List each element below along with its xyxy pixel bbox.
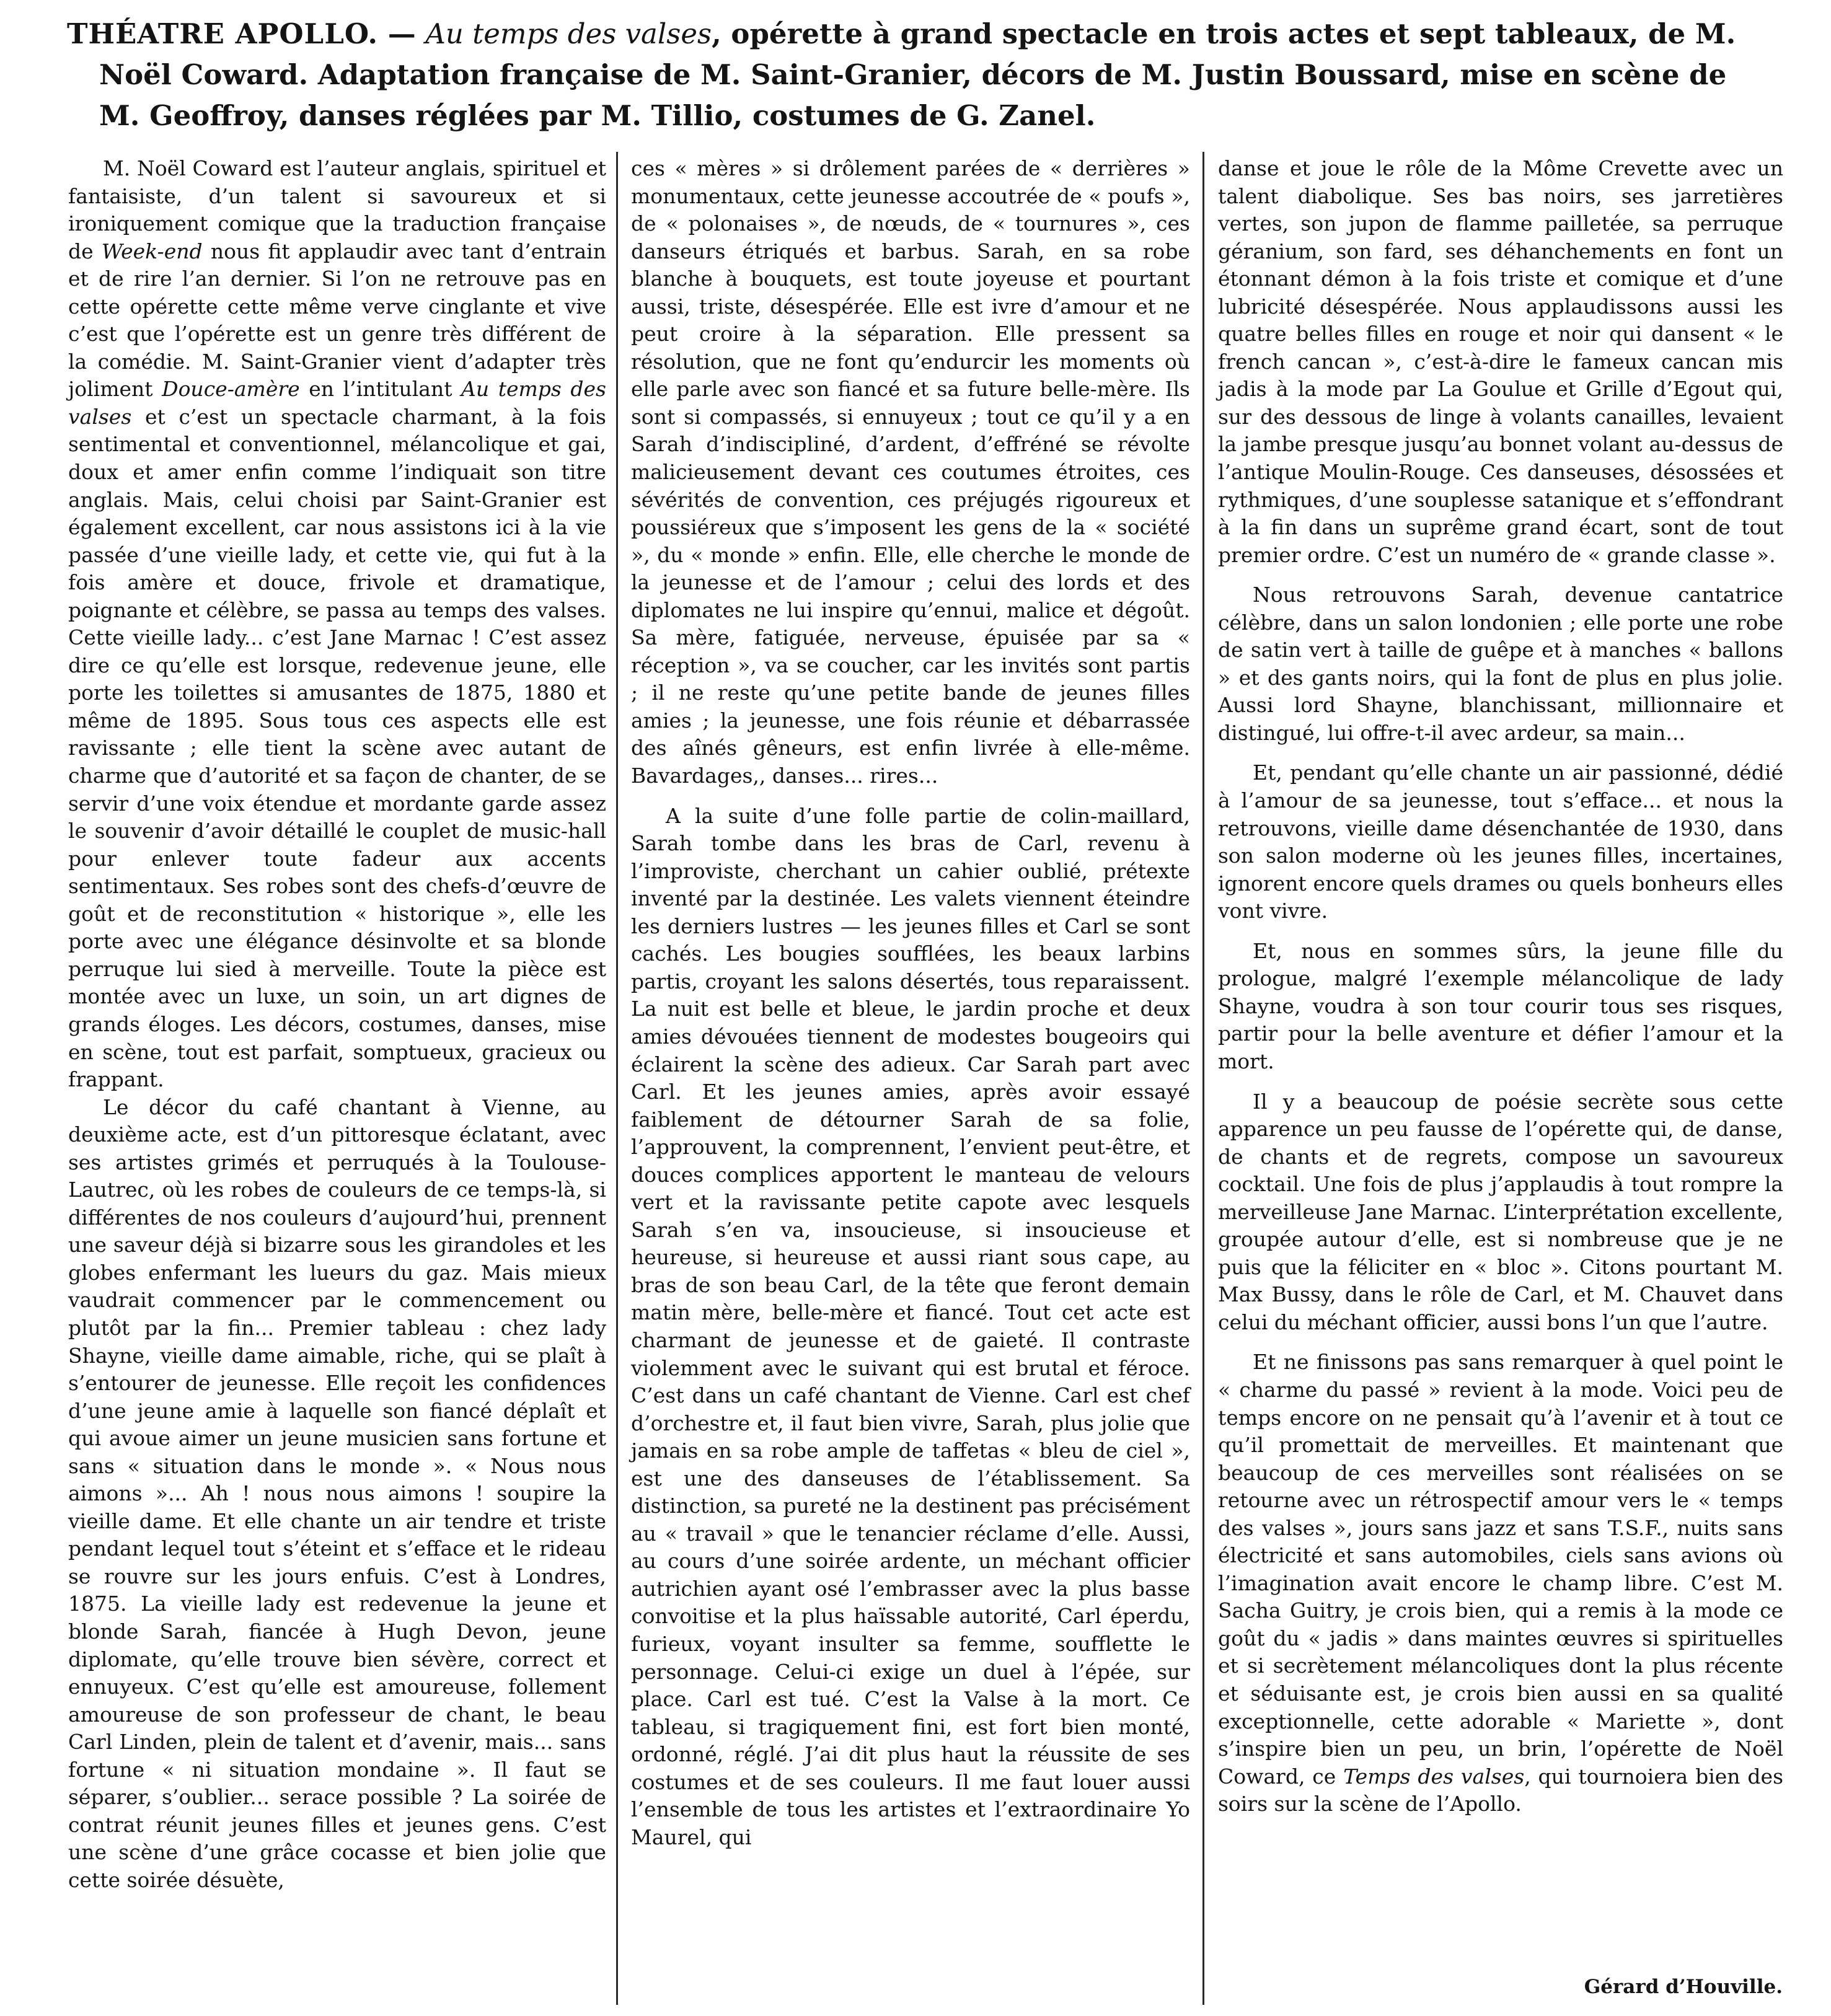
review-header [67, 14, 1765, 136]
paragraph: ces « mères » si drôlement parées de « derrières » monumentaux, cette jeunesse accoutrée de « poufs », de « polonaises », de nœuds, de « tournures », ces danseurs étriqués et barbus. Sarah, en sa robe blanche à bouquets, est toute joyeuse et pourtant aussi, triste, désespérée. Elle est ivre d’amour et ne peut croire à la séparation. Elle pressent sa résolution, que ne font qu’endurcir les moments où elle parle avec son fiancé et sa future belle-mère. Ils sont si compassés, si ennuyeux ; tout ce qu’il y a en Sarah d’indiscipliné, d’ardent, d’effréné se révolte malicieusement devant ces coutumes étroites, ces sévérités de convention, ces préjugés rigoureux et poussiéreux que s’imposent les gens de la « société », du « monde » enfin. Elle, elle cherche le monde de la jeunesse et de l’amour ; celui des lords et des diplomates ne lui inspire qu’ennui, malice et dégoût. Sa mère, fatiguée, nerveuse, épuisée par sa « réception », va se coucher, car les invités sont partis ; il ne reste qu’une petite bande de jeunes filles amies ; la jeunesse, une fois réunie et débarrassée des aînés gêneurs, est enfin livrée à elle-même. Bavardages,, danses... rires... [631, 156, 1190, 788]
paragraph: Il y a beaucoup de poésie secrète sous cette apparence un peu fausse de l’opérette qui, de danse, de chants et de regrets, compose un savoureux cocktail. Une fois de plus j’applaudis à tout rompre la merveilleuse Jane Marnac. L’interprétation excellente, groupée autour d’elle, est si nombreuse que je ne puis que la féliciter en « bloc ». Citons pourtant M. Max Bussy, dans le rôle de Carl, et M. Chauvet dans celui du méchant officier, aussi bons l’un que l’autre. [1218, 1089, 1783, 1334]
author-signature: Gérard d’Houville. [1584, 1976, 1783, 1998]
column-rule-right [1202, 152, 1204, 2005]
article-column-1 [68, 155, 606, 1894]
header-dash: — [378, 17, 426, 50]
header-credits: Adaptation française de M. Saint-Granier, décors de M. Justin Boussard, mise en scène de M. Geoffroy, danses réglées par M. Tillio, costumes de G. Zanel. [99, 58, 1727, 132]
theatre-name: THÉATRE APOLLO. [67, 17, 379, 50]
column-rule-left [616, 152, 618, 2005]
paragraph: Et, pendant qu’elle chante un air passionné, dédié à l’amour de sa jeunesse, tout s’efface... et nous la retrouvons, vieille dame désenchantée de 1930, dans son salon moderne où les jeunes filles, incertaines, ignorent encore quels drames ou quels bonheurs elles vont vivre. [1218, 760, 1783, 923]
text-run: , qui tournoiera bien des soirs sur la scène de l’Apollo. [1218, 1764, 1784, 1816]
italic-title: Au temps des valses [68, 377, 606, 429]
text-run: et c’est un spectacle charmant, à la fois sentimental et conventionnel, mélancolique et gai, doux et amer enfin comme l’indiquait son titre anglais. Mais, celui choisi par Saint-Granier est également excellent, car nous assistons ici à la vie passée d’une vieille lady, et cette vie, qui fut à la fois amère et douce, frivole et dramatique, poignante et célèbre, se passa au temps des valses. Cette vieille lady... c’est Jane Marnac ! C’est assez dire ce qu’elle est lorsque, redevenue jeune, elle porte les toilettes si amusantes de 1875, 1880 et même de 1895. Sous tous ces aspects elle est ravissante ; elle tient la scène avec autant de charme que d’autorité et sa façon de chanter, de se servir d’une voix étendue et mordante garde assez le souvenir d’avoir détaillé le couplet de music-hall pour enlever toute fadeur aux accents sentimentaux. Ses robes sont des chefs-d’œuvre de goût et de reconstitution « historique », elle les porte avec une élégance désinvolte et sa blonde perruque lui sied à merveille. Toute la pièce est montée avec un luxe, un soin, un art dignes de grands éloges. Les décors, costumes, danses, mise en scène, tout est parfait, somptueux, gracieux ou frappant. [68, 404, 606, 1092]
text-run: nous fit applaudir avec tant d’entrain et de rire l’an dernier. Si l’on ne retrouve pas en cette opérette cette même verve cinglante et vive c’est que l’opérette est un genre très différent de la comédie. M. Saint-Granier vient d’adapter très joliment [68, 239, 606, 402]
paragraph [68, 155, 606, 1094]
paragraph: A la suite d’une folle partie de colin-maillard, Sarah tombe dans les bras de Carl, revenu à l’improviste, cherchant un cahier oublié, prétexte inventé par la destinée. Les valets viennent éteindre les derniers lustres — les jeunes filles et Carl se sont cachés. Les bougies soufflées, les beaux larbins partis, croyant les salons désertés, tous reparaissent. La nuit est belle et bleue, le jardin proche et deux amies dévouées tiennent de modestes bougeoirs qui éclairent la scène des adieux. Car Sarah part avec Carl. Et les jeunes amies, après avoir essayé faiblement de détourner Sarah de sa folie, l’approuvent, la comprennent, l’envient peut-être, et douces complices apportent le manteau de velours vert et la ravissante petite capote avec lesquels Sarah s’en va, insoucieuse, si insoucieuse et heureuse, si heureuse et aussi riant sous cape, au bras de son beau Carl, de la tête que feront demain matin mère, belle-mère et fiancé. Tout cet acte est charmant de jeunesse et de gaieté. Il contraste violemment avec le suivant qui est brutal et féroce. C’est dans un café chantant de Vienne. Carl est chef d’orchestre et, il faut bien vivre, Sarah, plus jolie que jamais en sa robe ample de taffetas « bleu de ciel », est une des danseuses de l’établissement. Sa distinction, sa pureté ne la destinent pas précisément au « travail » que le tenancier réclame d’elle. Aussi, au cours d’une soirée ardente, un méchant officier autrichien ayant osé l’embrasser avec la plus basse convoitise et la plus haïssable autorité, Carl éperdu, furieux, voyant insulter sa femme, soufflette le personnage. Celui-ci exige un duel à l’épée, sur place. Carl est tué. C’est la Valse à la mort. Ce tableau, si tragiquement fini, est fort bien monté, ordonné, réglé. J’ai dit plus haut la réussite de ses costumes et de ses couleurs. Il me faut louer aussi l’ensemble de tous les artistes et l’extraordinaire Yo Maurel, qui [631, 803, 1190, 1849]
text-run: M. Noël Coward est l’auteur anglais, spirituel et fantaisiste, d’un talent si savoureux et si ironiquement comique que la traduction française de [68, 156, 606, 263]
italic-title: Week-end [101, 239, 203, 263]
italic-title: Douce-amère [162, 377, 300, 402]
article-column-3 [1218, 155, 1783, 1818]
paragraph: Nous retrouvons Sarah, devenue cantatrice célèbre, dans un salon londonien ; elle porte une robe de satin vert à taille de guêpe et à manches « ballons » et des gants noirs, qui la font de plus en plus jolie. Aussi lord Shayne, blanchissant, millionnaire et distingué, lui offre-t-il avec ardeur, sa main... [1218, 583, 1783, 745]
italic-title: Temps des valses [1343, 1764, 1525, 1789]
paragraph: danse et joue le rôle de la Môme Crevette avec un talent diabolique. Ses bas noirs, ses jarretières vertes, son jupon de flamme pailletée, sa perruque géranium, son fard, ses déhanchements en font un étonnant démon à la fois triste et comique et d’une lubricité désespérée. Nous applaudissons aussi les quatre belles filles en rouge et noir qui dansent « le french cancan », c’est-à-dire le fameux cancan mis jadis à la mode par La Goulue et Grille d’Egout qui, sur des dessous de linge à volants canailles, levaient la jambe presque jusqu’au bonnet volant au-dessus de l’antique Moulin-Rouge. Ces danseuses, désossées et rythmiques, d’une souplesse satanique et s’effondrant à la fin dans un suprême grand écart, sont de tout premier ordre. C’est un numéro de « grande classe ». [1218, 156, 1783, 567]
article-column-2 [631, 155, 1190, 1851]
text-run: en l’intitulant [299, 377, 462, 402]
paragraph: Le décor du café chantant à Vienne, au deuxième acte, est d’un pittoresque éclatant, avec ses artistes grimés et perruqués à la Toulouse-Lautrec, où les robes de couleurs de ce temps-là, si différentes de nos couleurs d’aujourd’hui, prennent une saveur déjà si bizarre sous les girandoles et les globes enfermant les lueurs du gaz. Mais mieux vaudrait commencer par le commencement ou plutôt par la fin... Premier tableau : chez lady Shayne, vieille dame aimable, riche, qui se plaît à s’entourer de jeunesse. Elle reçoit les confidences d’une jeune amie à laquelle son fiancé déplaît et qui avoue aimer un jeune musicien sans fortune et sans « situation dans le monde ». « Nous nous aimons »... Ah ! nous nous aimons ! soupire la vieille dame. Et elle chante un air tendre et triste pendant lequel tout s’éteint et s’efface et le rideau se rouvre sur les jours enfuis. C’est à Londres, 1875. La vieille lady est redevenue la jeune et blonde Sarah, fiancée à Hugh Devon, jeune diplomate, qu’elle trouve bien sévère, correct et ennuyeux. C’est qu’elle est amoureuse, follement amoureuse de son professeur de chant, le beau Carl Linden, plein de talent et d’avenir, mais... sans fortune « ni situation mondaine ». Il faut se séparer, s’oublier... serace possible ? La soirée de contrat réunit jeunes filles et jeunes gens. C’est une scène d’une grâce cocasse et bien jolie que cette soirée désuète, [68, 1094, 606, 1892]
text-run: Et ne finissons pas sans remarquer à quel point le « charme du passé » revient à la mode. Voici peu de temps encore on ne pensait qu’à l’avenir et à tout ce qu’il promettait de merveilles. Et maintenant que beaucoup de ces merveilles sont réalisées on se retourne avec un rétrospectif amour vers le « temps des valses », jours sans jazz et sans T.S.F., nuits sans électricité et sans automobiles, ciels sans avions où l’imagination avait encore le champ libre. C’est M. Sacha Guitry, je crois bien, qui a remis à la mode ce goût du « jadis » dans maintes œuvres si spirituelles et si secrètement mélancoliques dont la plus récente et séduisante est, je crois bien aussi en sa qualité exceptionnelle, cette adorable « Mariette », dont s’inspire bien un peu, un brin, l’opérette de Noël Coward, ce [1218, 1350, 1783, 1789]
paragraph [1218, 1349, 1783, 1818]
play-title: Au temps des valses [425, 17, 712, 50]
header-line1: , opérette à grand spectacle en trois actes et sept tableaux, de M. Noël Coward. [99, 17, 1736, 91]
paragraph: Et, nous en sommes sûrs, la jeune fille du prologue, malgré l’exemple mélancolique de lady Shayne, voudra à son tour courir tous ses risques, partir pour la belle aventure et défier l’amour et la mort. [1218, 938, 1783, 1073]
